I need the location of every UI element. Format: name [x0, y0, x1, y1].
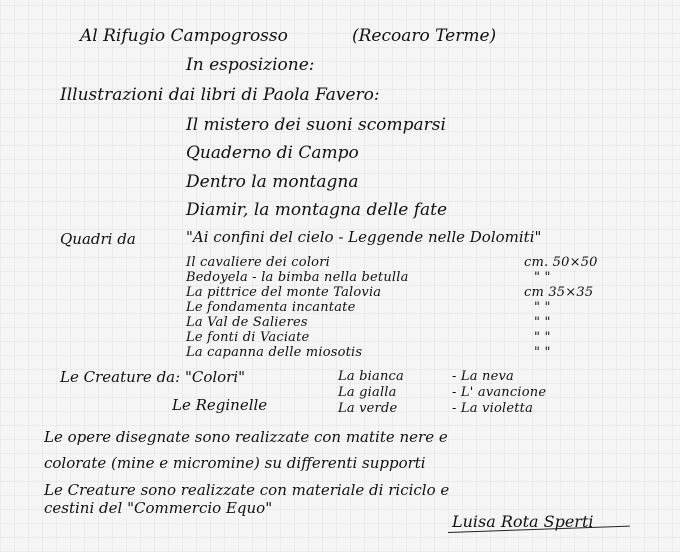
painting-size: cm 35×35	[524, 285, 594, 300]
painting-title: Le fondamenta incantate	[186, 300, 356, 315]
creatures-sublabel: Le Reginelle	[172, 396, 268, 414]
painting-size: " "	[534, 300, 551, 315]
creature-name: - L' avancione	[452, 385, 547, 400]
creature-color: La gialla	[338, 385, 397, 400]
book-title: Il mistero dei suoni scomparsi	[186, 115, 446, 135]
painting-size: " "	[534, 345, 551, 360]
painting-size: " "	[534, 270, 551, 285]
illustrations-heading: Illustrazioni dai libri di Paola Favero:	[60, 85, 380, 105]
creature-color: La verde	[338, 401, 398, 416]
book-title: Dentro la montagna	[186, 172, 359, 192]
venue-line: Al Rifugio Campogrosso	[80, 26, 288, 46]
creature-name: - La violetta	[452, 401, 534, 416]
book-title: Quaderno di Campo	[186, 143, 359, 163]
note-line: colorate (mine e micromine) su differenti supporti	[44, 454, 426, 472]
painting-title: Il cavaliere dei colori	[186, 255, 330, 270]
painting-title: Le fonti di Vaciate	[186, 330, 310, 345]
book-title: Diamir, la montagna delle fate	[186, 200, 448, 220]
painting-size: " "	[534, 330, 551, 345]
note-line: Le Creature sono realizzate con materiale di riciclo e	[44, 481, 450, 499]
painting-title: La Val de Salieres	[186, 315, 308, 330]
paintings-intro: Quadri da	[60, 230, 136, 248]
creatures-label: Le Creature da: "Colori"	[60, 368, 246, 386]
creature-name: - La neva	[452, 369, 515, 384]
exhibition-heading: In esposizione:	[186, 55, 315, 75]
note-line: Le opere disegnate sono realizzate con matite nere e	[44, 428, 448, 446]
creature-color: La bianca	[338, 369, 404, 384]
painting-size: " "	[534, 315, 551, 330]
venue-location: (Recoaro Terme)	[352, 26, 497, 46]
painting-title: Bedoyela - la bimba nella betulla	[186, 270, 409, 285]
painting-title: La pittrice del monte Talovia	[186, 285, 382, 300]
painting-size: cm. 50×50	[524, 255, 598, 270]
signature: Luisa Rota Sperti	[452, 512, 594, 531]
paintings-source: "Ai confini del cielo - Leggende nelle Dolomiti"	[186, 228, 542, 246]
painting-title: La capanna delle miosotis	[186, 345, 363, 360]
note-line: cestini del "Commercio Equo"	[44, 499, 273, 517]
